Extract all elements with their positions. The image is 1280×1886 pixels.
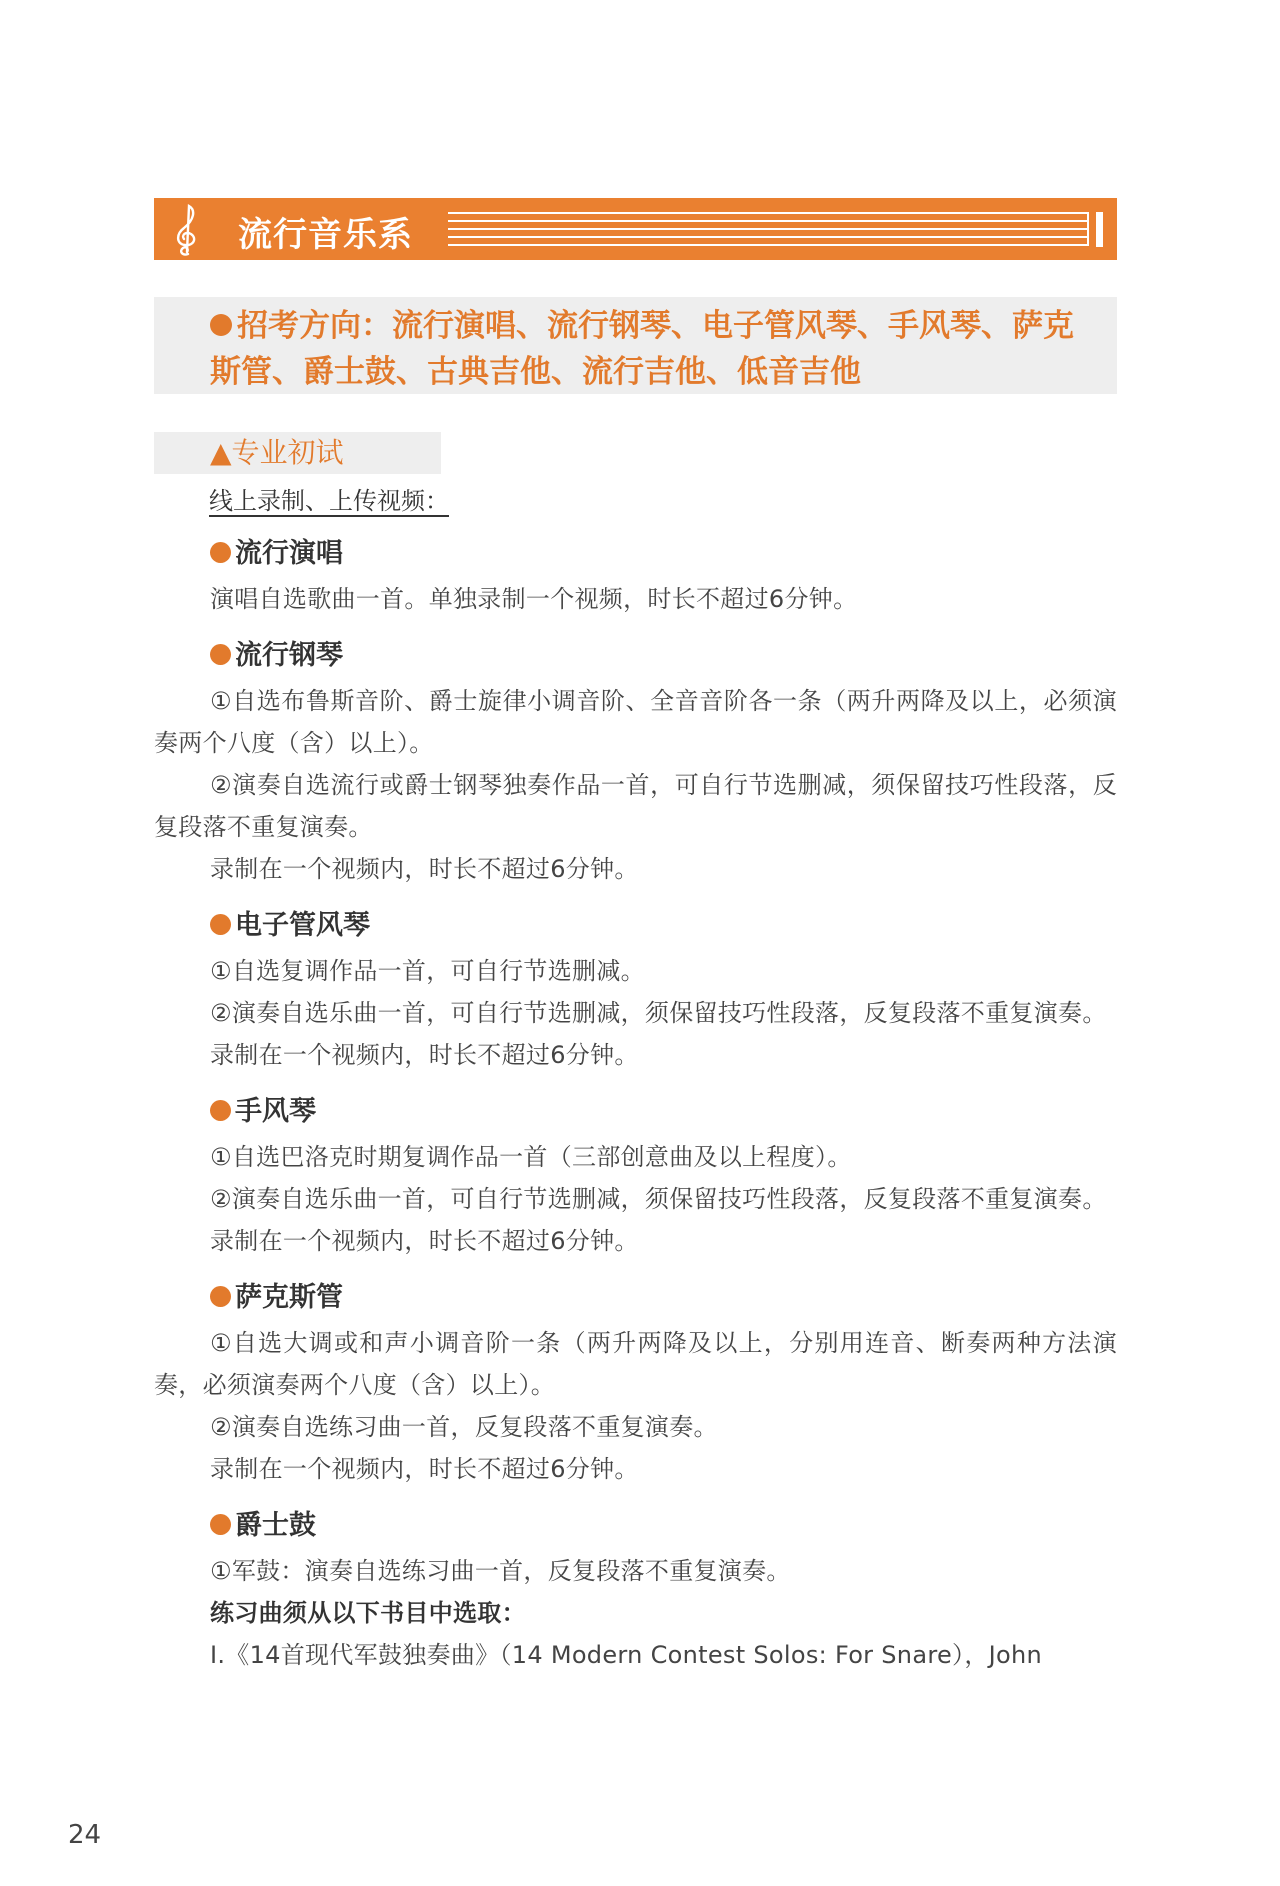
requirement-paragraph: 录制在一个视频内，时长不超过6分钟。	[210, 855, 639, 883]
bullet-dot-icon	[210, 1514, 231, 1535]
requirement-paragraph: ①军鼓：演奏自选练习曲一首，反复段落不重复演奏。	[210, 1557, 791, 1585]
requirement-paragraph: 录制在一个视频内，时长不超过6分钟。	[210, 1227, 639, 1255]
recruitment-directions-box	[154, 297, 1117, 394]
requirement-paragraph: 录制在一个视频内，时长不超过6分钟。	[210, 1455, 639, 1483]
requirement-paragraph: ①自选巴洛克时期复调作品一首（三部创意曲及以上程度）。	[210, 1143, 852, 1171]
requirement-paragraph: ①自选布鲁斯音阶、爵士旋律小调音阶、全音音阶各一条（两升两降及以上，必须演奏两个八度（含）以上）。	[154, 687, 1117, 757]
requirement-paragraph: ②演奏自选乐曲一首，可自行节选删减，须保留技巧性段落，反复段落不重复演奏。	[210, 1185, 1107, 1213]
requirement-paragraph: ②演奏自选流行或爵士钢琴独奏作品一首，可自行节选删减，须保留技巧性段落，反复段落不重复演奏。	[154, 771, 1117, 841]
section-saxophone	[154, 1278, 1117, 1490]
department-title: 流行音乐系	[238, 215, 413, 255]
section-title: 流行演唱	[235, 538, 343, 569]
recruitment-directions-text: 招考方向：流行演唱、流行钢琴、电子管风琴、手风琴、萨克斯管、爵士鼓、古典吉他、流行吉他、低音吉他	[210, 308, 1074, 390]
requirement-paragraph: ①自选大调或和声小调音阶一条（两升两降及以上，分别用连音、断奏两种方法演奏，必须演奏两个八度（含）以上）。	[154, 1329, 1117, 1399]
requirement-paragraph: ①自选复调作品一首，可自行节选删减。	[210, 957, 645, 985]
treble-clef-icon	[170, 202, 204, 258]
bullet-dot-icon	[210, 314, 232, 336]
section-title: 电子管风琴	[235, 910, 370, 941]
repertoire-note: 练习曲须从以下书目中选取：	[210, 1599, 526, 1627]
requirement-paragraph: ②演奏自选练习曲一首，反复段落不重复演奏。	[210, 1413, 718, 1441]
section-jazz-drums	[154, 1506, 1117, 1676]
section-pop-vocal	[154, 534, 1117, 620]
section-title: 流行钢琴	[235, 640, 343, 671]
repertoire-item: I.《14首现代军鼓独奏曲》（14 Modern Contest Solos: For Snare），John	[210, 1641, 1043, 1669]
requirement-paragraph: 录制在一个视频内，时长不超过6分钟。	[210, 1041, 639, 1069]
bullet-dot-icon	[210, 542, 231, 563]
requirement-paragraph: 演唱自选歌曲一首。单独录制一个视频，时长不超过6分钟。	[210, 585, 858, 613]
bullet-dot-icon	[210, 914, 231, 935]
section-pop-piano	[154, 636, 1117, 890]
bullet-dot-icon	[210, 1100, 231, 1121]
section-title: 萨克斯管	[235, 1282, 343, 1313]
music-staff-decoration	[448, 211, 1107, 249]
section-title: 手风琴	[235, 1096, 316, 1127]
section-accordion	[154, 1092, 1117, 1262]
exam-stage-label: ▲专业初试	[210, 436, 344, 469]
exam-stage-header	[154, 432, 441, 474]
bullet-dot-icon	[210, 644, 231, 665]
requirement-paragraph: ②演奏自选乐曲一首，可自行节选删减，须保留技巧性段落，反复段落不重复演奏。	[210, 999, 1107, 1027]
bullet-dot-icon	[210, 1286, 231, 1307]
requirements-content	[154, 534, 1117, 1692]
department-banner	[154, 198, 1117, 260]
page-number: 24	[68, 1820, 102, 1850]
section-title: 爵士鼓	[235, 1510, 316, 1541]
section-electronic-organ	[154, 906, 1117, 1076]
submission-method-heading: 线上录制、上传视频：	[209, 487, 449, 515]
